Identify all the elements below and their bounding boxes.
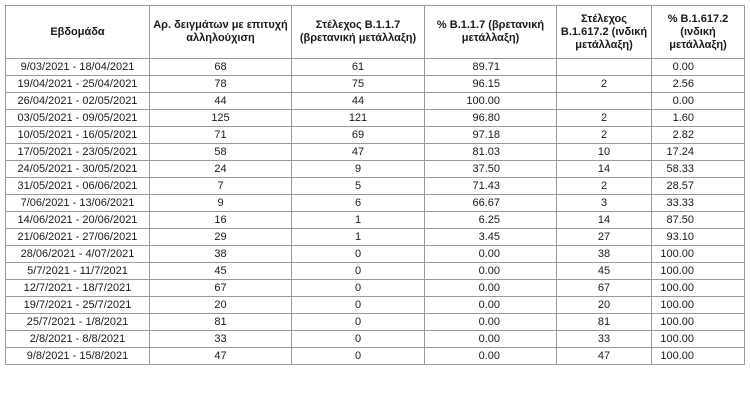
- cell-alpha-count: 61: [292, 59, 425, 76]
- cell-alpha-pct: 0.00: [425, 314, 557, 331]
- cell-samples: 67: [150, 280, 292, 297]
- cell-delta-count: 10: [557, 144, 652, 161]
- variants-table: [5, 5, 745, 365]
- cell-alpha-pct: 3.45: [425, 229, 557, 246]
- cell-week: 21/06/2021 - 27/06/2021: [6, 229, 150, 246]
- cell-delta-pct: 1.60: [652, 110, 745, 127]
- cell-delta-pct: 17.24: [652, 144, 745, 161]
- table-row: [6, 59, 745, 76]
- cell-alpha-pct: 96.80: [425, 110, 557, 127]
- header-alpha-pct: % Β.1.1.7 (βρετανική μετάλλαξη): [425, 6, 557, 59]
- cell-delta-count: 2: [557, 127, 652, 144]
- cell-alpha-pct: 0.00: [425, 246, 557, 263]
- cell-alpha-count: 47: [292, 144, 425, 161]
- cell-samples: 47: [150, 348, 292, 365]
- table-row: [6, 178, 745, 195]
- table-row: [6, 93, 745, 110]
- cell-alpha-count: 44: [292, 93, 425, 110]
- cell-delta-count: 45: [557, 263, 652, 280]
- table-row: [6, 127, 745, 144]
- table-row: [6, 161, 745, 178]
- cell-alpha-pct: 66.67: [425, 195, 557, 212]
- cell-week: 03/05/2021 - 09/05/2021: [6, 110, 150, 127]
- cell-alpha-count: 5: [292, 178, 425, 195]
- table-row: [6, 348, 745, 365]
- table-row: [6, 331, 745, 348]
- cell-delta-pct: 100.00: [652, 314, 745, 331]
- cell-delta-pct: 100.00: [652, 297, 745, 314]
- cell-samples: 24: [150, 161, 292, 178]
- cell-week: 9/8/2021 - 15/8/2021: [6, 348, 150, 365]
- cell-alpha-count: 9: [292, 161, 425, 178]
- table-row: [6, 212, 745, 229]
- cell-alpha-count: 1: [292, 229, 425, 246]
- cell-samples: 68: [150, 59, 292, 76]
- cell-week: 25/7/2021 - 1/8/2021: [6, 314, 150, 331]
- cell-alpha-pct: 81.03: [425, 144, 557, 161]
- cell-alpha-pct: 89.71: [425, 59, 557, 76]
- cell-alpha-count: 0: [292, 348, 425, 365]
- cell-samples: 45: [150, 263, 292, 280]
- cell-delta-count: 33: [557, 331, 652, 348]
- cell-delta-count: 81: [557, 314, 652, 331]
- cell-samples: 78: [150, 76, 292, 93]
- cell-delta-pct: 100.00: [652, 331, 745, 348]
- cell-delta-count: 14: [557, 161, 652, 178]
- cell-alpha-pct: 0.00: [425, 348, 557, 365]
- table-row: [6, 246, 745, 263]
- cell-alpha-pct: 71.43: [425, 178, 557, 195]
- cell-delta-count: 14: [557, 212, 652, 229]
- cell-samples: 9: [150, 195, 292, 212]
- cell-samples: 71: [150, 127, 292, 144]
- cell-week: 5/7/2021 - 11/7/2021: [6, 263, 150, 280]
- cell-alpha-pct: 100.00: [425, 93, 557, 110]
- cell-delta-count: 20: [557, 297, 652, 314]
- cell-alpha-pct: 0.00: [425, 280, 557, 297]
- cell-samples: 33: [150, 331, 292, 348]
- cell-delta-pct: 100.00: [652, 246, 745, 263]
- cell-delta-count: [557, 59, 652, 76]
- cell-delta-count: 2: [557, 110, 652, 127]
- cell-week: 2/8/2021 - 8/8/2021: [6, 331, 150, 348]
- cell-samples: 16: [150, 212, 292, 229]
- cell-alpha-count: 0: [292, 280, 425, 297]
- cell-alpha-count: 0: [292, 246, 425, 263]
- cell-alpha-count: 0: [292, 331, 425, 348]
- header-week: Εβδομάδα: [6, 6, 150, 59]
- cell-delta-count: 2: [557, 178, 652, 195]
- cell-week: 7/06/2021 - 13/06/2021: [6, 195, 150, 212]
- cell-alpha-count: 6: [292, 195, 425, 212]
- cell-week: 19/7/2021 - 25/7/2021: [6, 297, 150, 314]
- cell-week: 14/06/2021 - 20/06/2021: [6, 212, 150, 229]
- cell-samples: 125: [150, 110, 292, 127]
- cell-delta-count: 47: [557, 348, 652, 365]
- cell-week: 10/05/2021 - 16/05/2021: [6, 127, 150, 144]
- cell-week: 28/06/2021 - 4/07/2021: [6, 246, 150, 263]
- cell-week: 9/03/2021 - 18/04/2021: [6, 59, 150, 76]
- cell-delta-count: 3: [557, 195, 652, 212]
- cell-alpha-pct: 96.15: [425, 76, 557, 93]
- cell-week: 19/04/2021 - 25/04/2021: [6, 76, 150, 93]
- cell-delta-pct: 0.00: [652, 59, 745, 76]
- cell-delta-pct: 2.82: [652, 127, 745, 144]
- header-row: [6, 6, 745, 59]
- cell-alpha-pct: 97.18: [425, 127, 557, 144]
- cell-alpha-count: 121: [292, 110, 425, 127]
- cell-samples: 29: [150, 229, 292, 246]
- cell-week: 17/05/2021 - 23/05/2021: [6, 144, 150, 161]
- cell-delta-pct: 87.50: [652, 212, 745, 229]
- cell-delta-pct: 33.33: [652, 195, 745, 212]
- cell-delta-pct: 100.00: [652, 263, 745, 280]
- cell-alpha-count: 75: [292, 76, 425, 93]
- cell-delta-pct: 58.33: [652, 161, 745, 178]
- cell-alpha-pct: 0.00: [425, 263, 557, 280]
- cell-week: 24/05/2021 - 30/05/2021: [6, 161, 150, 178]
- cell-alpha-count: 1: [292, 212, 425, 229]
- table-row: [6, 195, 745, 212]
- cell-alpha-count: 69: [292, 127, 425, 144]
- cell-samples: 58: [150, 144, 292, 161]
- table-row: [6, 110, 745, 127]
- cell-delta-pct: 100.00: [652, 348, 745, 365]
- cell-delta-pct: 28.57: [652, 178, 745, 195]
- table-row: [6, 144, 745, 161]
- cell-week: 31/05/2021 - 06/06/2021: [6, 178, 150, 195]
- cell-delta-count: 2: [557, 76, 652, 93]
- cell-samples: 7: [150, 178, 292, 195]
- table-row: [6, 297, 745, 314]
- cell-delta-pct: 0.00: [652, 93, 745, 110]
- cell-delta-pct: 2.56: [652, 76, 745, 93]
- cell-samples: 44: [150, 93, 292, 110]
- table-body: [6, 59, 745, 365]
- header-alpha-count: Στέλεχος Β.1.1.7 (βρετανική μετάλλαξη): [292, 6, 425, 59]
- cell-alpha-count: 0: [292, 263, 425, 280]
- table-row: [6, 229, 745, 246]
- cell-alpha-pct: 37.50: [425, 161, 557, 178]
- cell-alpha-pct: 6.25: [425, 212, 557, 229]
- header-delta-count: Στέλεχος Β.1.617.2 (ινδική μετάλλαξη): [557, 6, 652, 59]
- header-samples: Αρ. δειγμάτων με επιτυχή αλληλούχιση: [150, 6, 292, 59]
- cell-delta-count: 27: [557, 229, 652, 246]
- cell-delta-count: 38: [557, 246, 652, 263]
- cell-delta-count: 67: [557, 280, 652, 297]
- cell-alpha-pct: 0.00: [425, 331, 557, 348]
- cell-week: 26/04/2021 - 02/05/2021: [6, 93, 150, 110]
- cell-delta-pct: 93.10: [652, 229, 745, 246]
- cell-alpha-count: 0: [292, 297, 425, 314]
- table-row: [6, 263, 745, 280]
- cell-delta-pct: 100.00: [652, 280, 745, 297]
- cell-delta-count: [557, 93, 652, 110]
- cell-samples: 81: [150, 314, 292, 331]
- cell-alpha-pct: 0.00: [425, 297, 557, 314]
- cell-samples: 38: [150, 246, 292, 263]
- table-row: [6, 314, 745, 331]
- cell-week: 12/7/2021 - 18/7/2021: [6, 280, 150, 297]
- table-row: [6, 76, 745, 93]
- header-delta-pct: % Β.1.617.2 (ινδική μετάλλαξη): [652, 6, 745, 59]
- cell-alpha-count: 0: [292, 314, 425, 331]
- cell-samples: 20: [150, 297, 292, 314]
- table-row: [6, 280, 745, 297]
